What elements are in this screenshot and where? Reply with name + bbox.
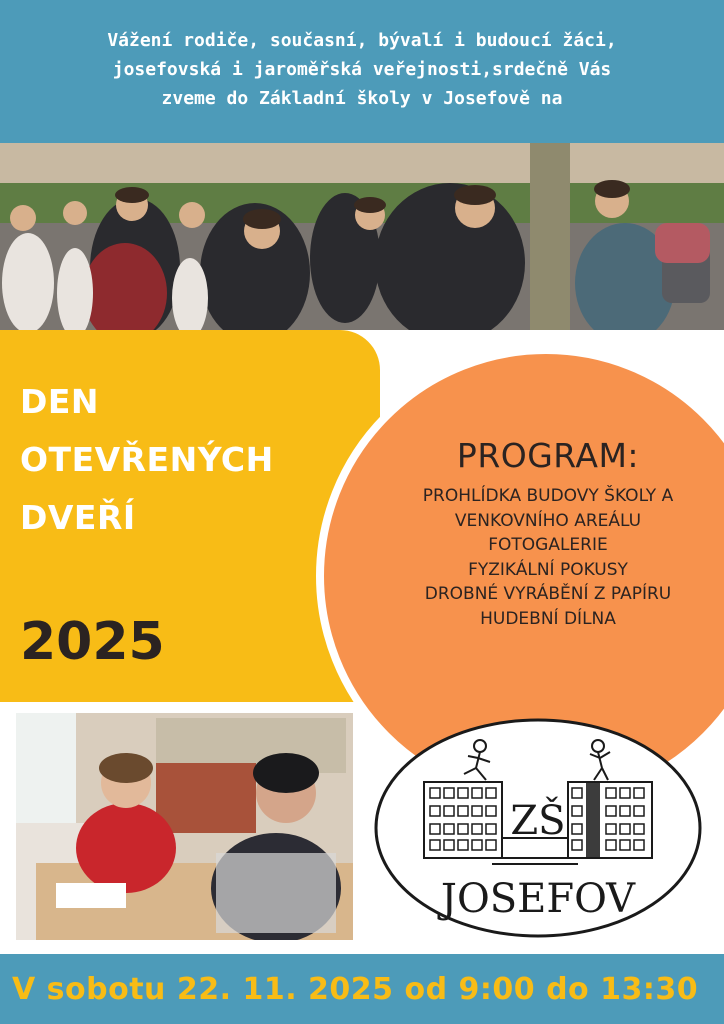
- children-classroom-photo: [16, 713, 353, 940]
- program-item: PROHLÍDKA BUDOVY ŠKOLY A: [422, 486, 674, 506]
- program-item: VENKOVNÍHO AREÁLU: [454, 510, 642, 531]
- program-heading: PROGRAM:: [456, 436, 640, 475]
- invitation-line: Vážení rodiče, současní, bývalí i budoucí žáci,: [107, 30, 617, 51]
- logo-school-name: JOSEFOV: [440, 876, 636, 922]
- students-gathering-illustration: [0, 143, 724, 330]
- invitation-line: zveme do Základní školy v Josefově na: [161, 88, 563, 109]
- event-title-line: DVEŘÍ: [20, 498, 136, 537]
- students-gathering-photo: [0, 143, 724, 330]
- program-item: DROBNÉ VYRÁBĚNÍ Z PAPÍRU: [424, 584, 672, 604]
- invitation-text: [20, 26, 704, 113]
- program-item: HUDEBNÍ DÍLNA: [480, 608, 616, 629]
- program-item: FYZIKÁLNÍ POKUSY: [468, 559, 628, 580]
- event-title-line: DEN: [20, 382, 100, 421]
- invitation-line: josefovská i jaroměřská veřejnosti,srdečně Vás: [112, 59, 612, 80]
- event-title: [20, 373, 340, 547]
- logo-initials: ZŠ: [510, 798, 566, 844]
- school-logo: [372, 716, 704, 940]
- program-section: [372, 436, 724, 631]
- event-title-line: OTEVŘENÝCH: [20, 440, 274, 479]
- program-item: FOTOGALERIE: [488, 535, 608, 555]
- school-logo-graphic: [372, 716, 704, 940]
- children-classroom-illustration: [16, 713, 353, 940]
- event-year: 2025: [20, 612, 165, 672]
- event-date: V sobotu 22. 11. 2025 od 9:00 do 13:30: [12, 972, 699, 1007]
